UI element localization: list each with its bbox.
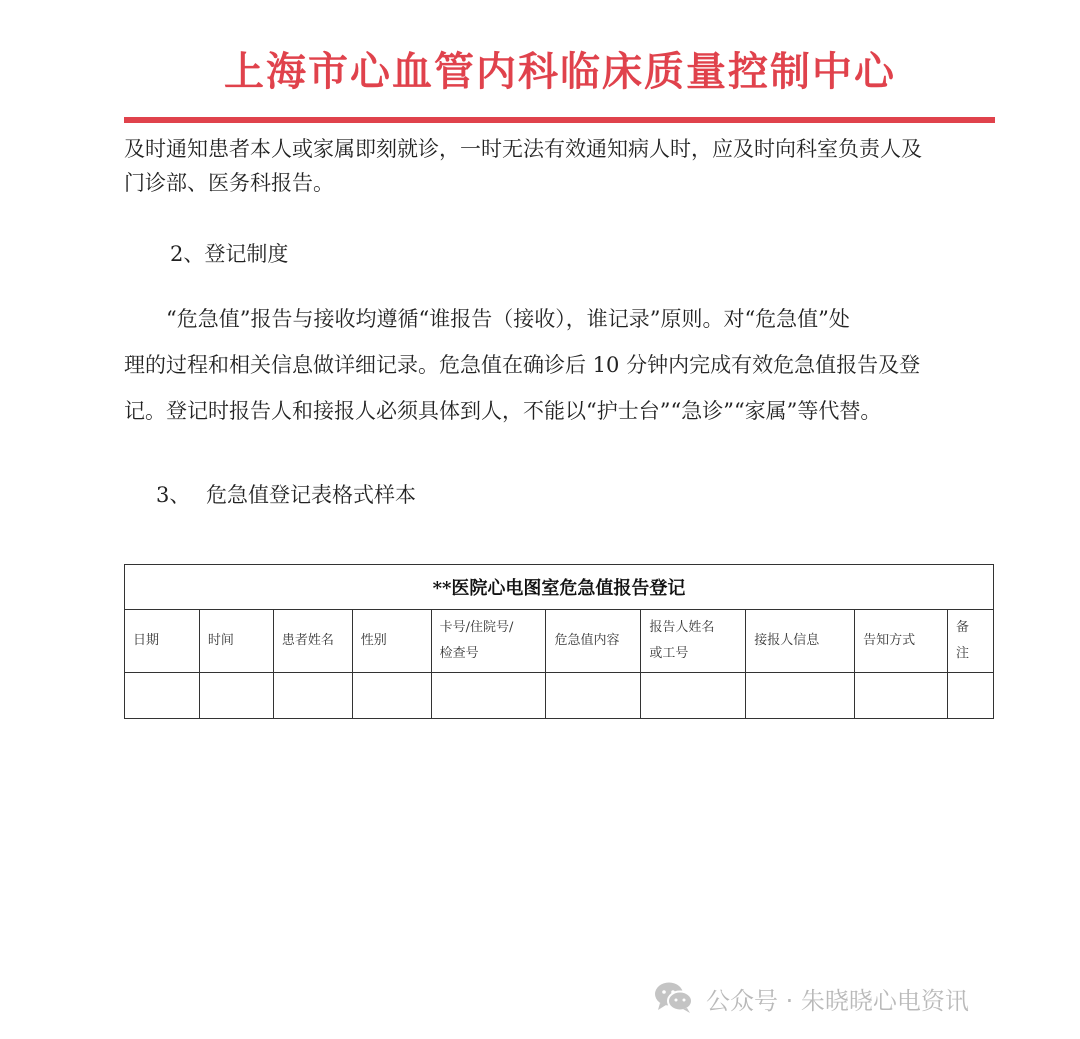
registration-line: 记。登记时报告人和接报人必须具体到人，不能以“护士台”“急诊”“家属”等代替。 bbox=[124, 399, 882, 423]
registration-paragraph bbox=[124, 296, 1004, 434]
section-heading-registration: 2、登记制度 bbox=[170, 242, 289, 266]
registration-line: “危急值”报告与接收均遵循“谁报告（接收），谁记录”原则。对“危急值”处 bbox=[166, 307, 850, 331]
column-header-label: 危急值内容 bbox=[554, 633, 620, 648]
table-cell bbox=[746, 673, 855, 719]
intro-paragraph bbox=[124, 132, 1004, 200]
column-header-time bbox=[199, 610, 273, 673]
header-divider bbox=[124, 117, 995, 123]
column-header-notify-method bbox=[855, 610, 948, 673]
column-header-label: 报告人姓名 bbox=[649, 620, 715, 635]
column-header-card-number bbox=[431, 610, 546, 673]
column-header-label: 性别 bbox=[360, 633, 387, 648]
column-header-remarks bbox=[947, 610, 993, 673]
table-cell bbox=[855, 673, 948, 719]
watermark bbox=[654, 978, 969, 1018]
table-cell bbox=[431, 673, 546, 719]
column-header-label: 检查号 bbox=[439, 646, 479, 661]
column-header-receiver bbox=[746, 610, 855, 673]
table-row bbox=[125, 673, 994, 719]
intro-line: 及时通知患者本人或家属即刻就诊，一时无法有效通知病人时，应及时向科室负责人及 bbox=[124, 137, 922, 161]
column-header-label: 接报人信息 bbox=[754, 633, 820, 648]
column-header-patient-name bbox=[273, 610, 352, 673]
table-caption: **医院心电图室危急值报告登记 bbox=[125, 565, 994, 610]
section-heading-form-sample bbox=[156, 479, 416, 509]
column-header-critical-value bbox=[546, 610, 641, 673]
column-header-label: 告知方式 bbox=[863, 633, 916, 648]
column-header-label: 卡号/住院号/ bbox=[439, 620, 514, 635]
column-header-reporter bbox=[641, 610, 746, 673]
table-cell bbox=[199, 673, 273, 719]
column-header-label: 患者姓名 bbox=[281, 633, 334, 648]
column-header-label: 时间 bbox=[207, 633, 234, 648]
registration-table bbox=[124, 564, 994, 719]
section-number: 3、 bbox=[156, 483, 191, 507]
table-cell bbox=[125, 673, 200, 719]
column-header-date bbox=[125, 610, 200, 673]
column-header-label: 注 bbox=[955, 646, 969, 661]
column-header-label: 备 bbox=[955, 620, 969, 635]
intro-line: 门诊部、医务科报告。 bbox=[124, 171, 334, 195]
table-cell bbox=[641, 673, 746, 719]
table-cell bbox=[273, 673, 352, 719]
registration-line: 理的过程和相关信息做详细记录。危急值在确诊后 10 分钟内完成有效危急值报告及登 bbox=[124, 353, 921, 377]
table-cell bbox=[546, 673, 641, 719]
column-header-sex bbox=[352, 610, 431, 673]
column-header-label: 日期 bbox=[133, 633, 160, 648]
watermark-text: 公众号 · 朱晓晓心电资讯 bbox=[706, 986, 969, 1015]
section-heading-text: 危急值登记表格式样本 bbox=[206, 483, 416, 507]
wechat-icon bbox=[654, 981, 694, 1015]
column-header-label: 或工号 bbox=[649, 646, 689, 661]
page-title: 上海市心血管内科临床质量控制中心 bbox=[224, 49, 896, 95]
table-cell bbox=[352, 673, 431, 719]
table-cell bbox=[947, 673, 993, 719]
table-header-row bbox=[125, 610, 994, 673]
